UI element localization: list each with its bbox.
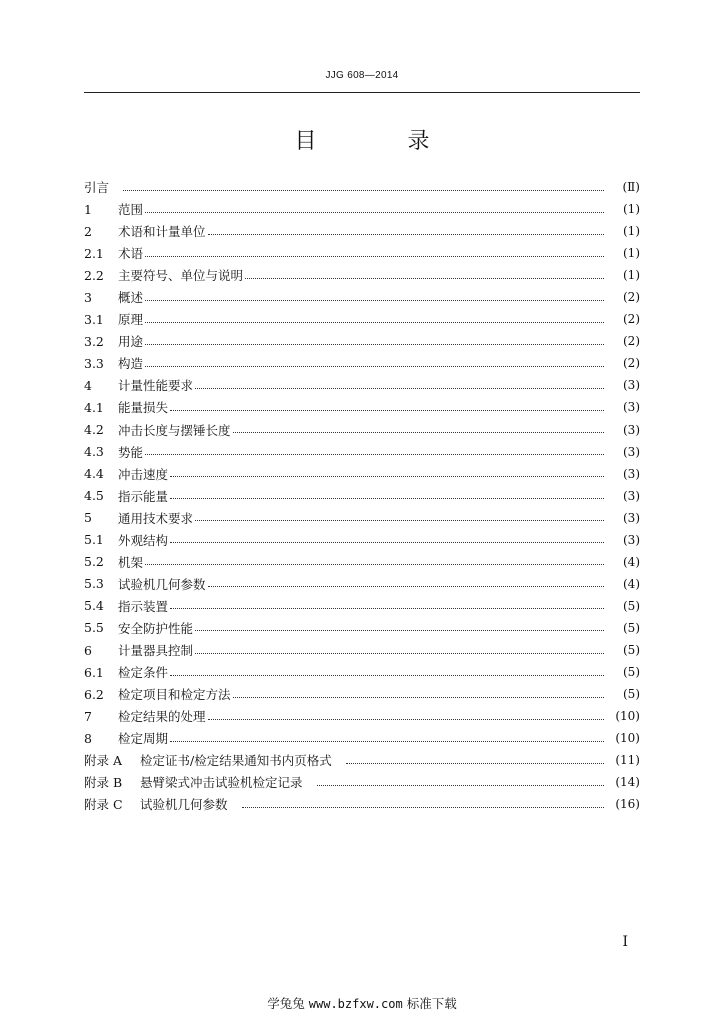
toc-entry-label: 试验机几何参数 [140, 797, 228, 813]
toc-entry-label: 冲击速度 [118, 466, 169, 482]
toc-entry-number: 5.5 [84, 620, 104, 636]
toc-entry-number: 5.2 [84, 554, 104, 570]
toc-entry[interactable] [84, 639, 640, 661]
toc-entry-number: 3 [84, 289, 92, 305]
toc-entry-label: 范围 [118, 202, 144, 218]
toc-entry-number: 附录 B [84, 775, 123, 791]
toc-entry[interactable] [84, 441, 640, 463]
toc-entry-page: (3) [623, 444, 640, 459]
toc-entry-page: (1) [623, 202, 640, 217]
dot-leader [242, 807, 604, 808]
toc-entry-number: 2 [84, 223, 92, 239]
dot-leader [145, 344, 604, 345]
dot-leader [170, 476, 604, 477]
toc-entry-label: 安全防护性能 [118, 620, 194, 636]
dot-leader [245, 278, 604, 279]
toc-entry[interactable] [84, 683, 640, 705]
toc-entry-label: 指示能量 [118, 488, 169, 504]
watermark [0, 994, 724, 1012]
toc-entry[interactable] [84, 793, 640, 815]
toc-entry[interactable] [84, 705, 640, 727]
toc-entry-page: (3) [623, 378, 640, 393]
toc-entry[interactable] [84, 176, 640, 198]
dot-leader [346, 763, 604, 764]
toc-entry-page: (3) [623, 488, 640, 503]
toc-entry[interactable] [84, 352, 640, 374]
toc-entry[interactable] [84, 617, 640, 639]
watermark-tail: 标准下载 [406, 996, 457, 1011]
toc-entry-label: 主要符号、单位与说明 [118, 268, 244, 284]
toc-entry-number: 5.3 [84, 576, 104, 592]
toc-entry-label: 检定结果的处理 [118, 709, 206, 725]
toc-entry-number: 6.2 [84, 686, 104, 702]
toc-entry[interactable] [84, 374, 640, 396]
toc-entry[interactable] [84, 529, 640, 551]
dot-leader [170, 498, 604, 499]
toc-entry[interactable] [84, 595, 640, 617]
toc-entry[interactable] [84, 330, 640, 352]
toc-entry-number: 3.3 [84, 355, 104, 371]
toc-entry-number: 4.1 [84, 399, 104, 415]
toc-entry-label: 原理 [118, 312, 144, 328]
toc-entry[interactable] [84, 419, 640, 441]
toc-entry-page: (11) [615, 753, 640, 768]
toc-entry[interactable] [84, 220, 640, 242]
dot-leader [145, 454, 604, 455]
toc-entry[interactable] [84, 485, 640, 507]
toc-entry-label: 通用技术要求 [118, 510, 194, 526]
toc-entry-page: (1) [623, 268, 640, 283]
toc-entry-label: 术语和计量单位 [118, 224, 206, 240]
toc-entry-label: 能量损失 [118, 400, 169, 416]
toc-entry-label: 构造 [118, 356, 144, 372]
toc-entry-page: (3) [623, 400, 640, 415]
toc-entry-number: 6 [84, 642, 92, 658]
toc-entry-page: (2) [623, 290, 640, 305]
toc-entry-page: (Ⅱ) [622, 180, 640, 195]
toc-entry-page: (2) [623, 312, 640, 327]
toc-entry-label: 检定条件 [118, 665, 169, 681]
toc-entry[interactable] [84, 463, 640, 485]
toc-entry-number: 2.2 [84, 267, 104, 283]
dot-leader [317, 785, 604, 786]
toc-entry-page: (5) [623, 620, 640, 635]
dot-leader [195, 630, 604, 631]
toc-entry-page: (4) [623, 576, 640, 591]
dot-leader [145, 212, 604, 213]
standard-code: JJG 608—2014 [325, 70, 399, 81]
toc-entry-label: 冲击长度与摆锤长度 [118, 422, 231, 438]
toc-entry[interactable] [84, 749, 640, 771]
dot-leader [208, 586, 604, 587]
dot-leader [170, 608, 604, 609]
page-title: 目 录 [294, 129, 472, 154]
toc-entry[interactable] [84, 264, 640, 286]
toc-entry-label: 试验机几何参数 [118, 576, 206, 592]
dot-leader [145, 322, 604, 323]
dot-leader [170, 741, 604, 742]
dot-leader [145, 366, 604, 367]
toc-entry-number: 4.3 [84, 444, 104, 460]
toc-entry-label: 悬臂梁式冲击试验机检定记录 [140, 775, 303, 791]
toc-entry-label: 概述 [118, 290, 144, 306]
toc-entry-page: (3) [623, 532, 640, 547]
toc-entry-page: (10) [615, 709, 640, 724]
toc-entry[interactable] [84, 242, 640, 264]
toc-entry[interactable] [84, 507, 640, 529]
toc-entry-page: (1) [623, 224, 640, 239]
toc-entry[interactable] [84, 727, 640, 749]
toc-entry-page: (5) [623, 598, 640, 613]
toc-entry-number: 8 [84, 730, 92, 746]
toc-entry[interactable] [84, 286, 640, 308]
toc-entry-label: 机架 [118, 554, 144, 570]
dot-leader [123, 190, 604, 191]
toc-entry-number: 附录 C [84, 797, 123, 813]
toc-entry-label: 术语 [118, 246, 144, 262]
toc-entry[interactable] [84, 551, 640, 573]
toc-entry-label: 检定周期 [118, 731, 169, 747]
dot-leader [233, 697, 604, 698]
toc-entry-number: 4.4 [84, 466, 104, 482]
toc-entry-number: 4.5 [84, 488, 104, 504]
toc-entry-number: 5 [84, 510, 92, 526]
toc-entry-number: 3.1 [84, 311, 104, 327]
toc-entry-label: 检定项目和检定方法 [118, 687, 231, 703]
toc-entry-page: (5) [623, 665, 640, 680]
toc-entry-page: (10) [615, 731, 640, 746]
toc-entry-number: 2.1 [84, 245, 104, 261]
toc-entry-label: 计量性能要求 [118, 378, 194, 394]
toc-entry-number: 6.1 [84, 664, 104, 680]
toc-entry[interactable] [84, 308, 640, 330]
toc-entry-label: 计量器具控制 [118, 643, 194, 658]
watermark-site: 学兔兔 [267, 996, 305, 1011]
dot-leader [208, 234, 604, 235]
toc-entry-number: 7 [84, 708, 92, 724]
toc-entry-number: 3.2 [84, 333, 104, 349]
toc-entry-page: (1) [623, 246, 640, 261]
toc-entry[interactable] [84, 573, 640, 595]
page-number: I [622, 934, 628, 950]
toc-entry-page: (3) [623, 510, 640, 525]
toc-entry-page: (14) [615, 775, 640, 790]
dot-leader [170, 675, 604, 676]
dot-leader [145, 300, 604, 301]
toc-entry[interactable] [84, 661, 640, 683]
table-of-contents [84, 176, 640, 815]
watermark-url[interactable]: www.bzfxw.com [308, 997, 403, 1011]
toc-entry-page: (2) [623, 334, 640, 349]
dot-leader [195, 653, 604, 654]
dot-leader [145, 564, 604, 565]
toc-entry-label: 指示装置 [118, 598, 169, 614]
toc-entry-page: (5) [623, 687, 640, 702]
dot-leader [195, 388, 604, 389]
toc-entry-label: 用途 [118, 334, 144, 350]
toc-entry-page: (2) [623, 356, 640, 371]
toc-entry-page: (4) [623, 554, 640, 569]
toc-entry-number: 附录 A [84, 753, 123, 769]
toc-entry[interactable] [84, 771, 640, 793]
toc-entry-page: (3) [623, 466, 640, 481]
dot-leader [170, 410, 604, 411]
dot-leader [233, 432, 604, 433]
dot-leader [145, 256, 604, 257]
toc-entry-number: 1 [84, 201, 92, 217]
toc-entry-number: 5.4 [84, 598, 104, 614]
toc-entry-number: 4 [84, 377, 92, 393]
toc-entry-label: 引言 [84, 180, 110, 196]
toc-entry-number: 5.1 [84, 532, 104, 548]
toc-entry-label: 势能 [118, 444, 144, 460]
toc-entry[interactable] [84, 198, 640, 220]
toc-entry-label: 外观结构 [118, 532, 169, 548]
toc-entry[interactable] [84, 396, 640, 418]
toc-entry-label: 检定证书/检定结果通知书内页格式 [140, 753, 332, 769]
document-header [84, 70, 640, 93]
dot-leader [195, 520, 604, 521]
toc-entry-page: (5) [623, 643, 640, 657]
toc-entry-page: (16) [615, 797, 640, 812]
toc-entry-page: (3) [623, 422, 640, 437]
dot-leader [170, 542, 604, 543]
toc-entry-number: 4.2 [84, 422, 104, 438]
dot-leader [208, 719, 604, 720]
